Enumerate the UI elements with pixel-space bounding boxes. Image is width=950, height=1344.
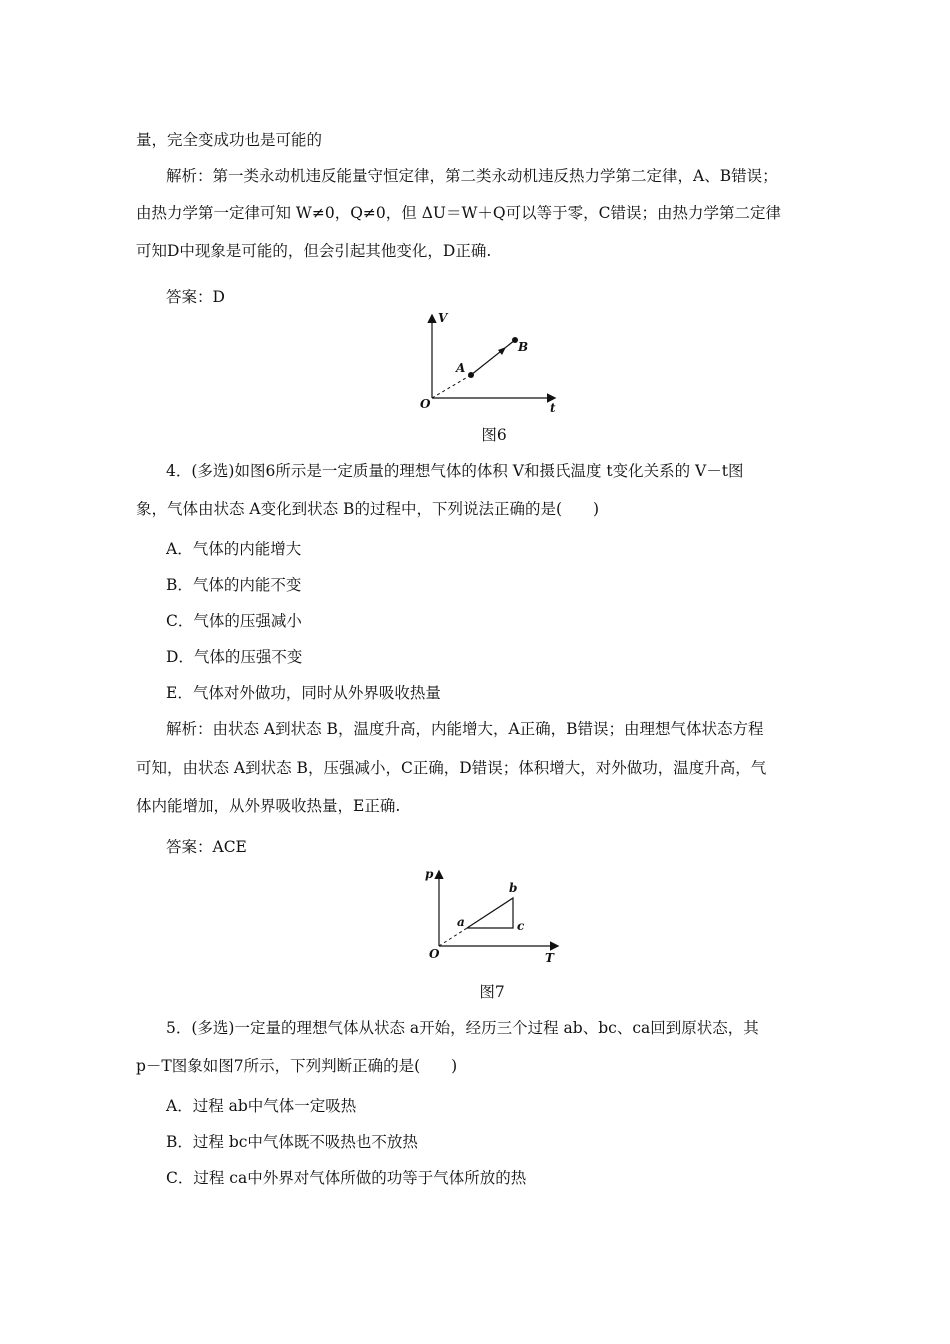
point-a-label: A bbox=[456, 361, 466, 375]
process-a-to-b-line bbox=[471, 340, 515, 375]
question-5-stem: p－T图象如图7所示，下列判断正确的是( ) bbox=[136, 1057, 458, 1075]
extrapolation-dashed-line bbox=[432, 375, 471, 398]
state-b-label: b bbox=[509, 881, 518, 895]
figure-6-diagram bbox=[420, 310, 560, 415]
question-5-option-b: B．过程 bc中气体既不吸热也不放热 bbox=[166, 1133, 418, 1151]
process-arrowhead bbox=[498, 347, 506, 355]
analysis-line: 解析：第一类永动机违反能量守恒定律，第二类永动机违反热力学第二定律，A、B错误； bbox=[166, 167, 778, 185]
question-5-stem: 5．(多选)一定量的理想气体从状态 a开始，经历三个过程 ab、bc、ca回到原状态，其 bbox=[166, 1019, 759, 1037]
p-axis-label: p bbox=[425, 867, 434, 881]
origin-label: O bbox=[429, 947, 440, 961]
question-4-stem: 象，气体由状态 A变化到状态 B的过程中，下列说法正确的是( ) bbox=[136, 500, 600, 518]
v-axis-label: V bbox=[438, 311, 448, 325]
cycle-abc bbox=[467, 898, 513, 928]
question-4-analysis: 体内能增加，从外界吸收热量，E正确. bbox=[136, 797, 401, 815]
extrapolation-dashed-line bbox=[439, 928, 467, 946]
question-4-option-c: C．气体的压强减小 bbox=[166, 612, 302, 630]
question-4-option-d: D．气体的压强不变 bbox=[166, 648, 303, 666]
text-line: 量，完全变成功也是可能的 bbox=[136, 131, 323, 149]
analysis-line: 可知D中现象是可能的，但会引起其他变化，D正确. bbox=[136, 242, 492, 260]
state-c-label: c bbox=[517, 919, 525, 933]
question-4-option-a: A．气体的内能增大 bbox=[166, 540, 302, 558]
question-4-analysis: 解析：由状态 A到状态 B，温度升高，内能增大，A正确，B错误；由理想气体状态方程 bbox=[166, 720, 764, 738]
origin-label: O bbox=[420, 397, 431, 411]
state-a-label: a bbox=[457, 915, 465, 929]
answer-line: 答案：D bbox=[166, 288, 225, 306]
t-axis-label: t bbox=[550, 401, 556, 415]
question-5-option-c: C．过程 ca中外界对气体所做的功等于气体所放的热 bbox=[166, 1169, 527, 1187]
question-4-stem: 4．(多选)如图6所示是一定质量的理想气体的体积 V和摄氏温度 t变化关系的 V－t图 bbox=[166, 462, 744, 480]
question-4-analysis: 可知，由状态 A到状态 B，压强减小，C正确，D错误；体积增大，对外做功，温度升高，气 bbox=[136, 759, 767, 777]
point-b-label: B bbox=[518, 340, 529, 354]
question-5-option-a: A．过程 ab中气体一定吸热 bbox=[166, 1097, 357, 1115]
question-4-answer: 答案：ACE bbox=[166, 838, 247, 856]
analysis-line: 由热力学第一定律可知 W≠0，Q≠0，但 ΔU＝W＋Q可以等于零，C错误；由热力学第二定律 bbox=[136, 204, 781, 222]
figure-7-diagram bbox=[425, 866, 565, 966]
figure-7-caption: 图7 bbox=[479, 983, 505, 1001]
question-4-option-e: E．气体对外做功，同时从外界吸收热量 bbox=[166, 684, 441, 702]
state-a-point bbox=[468, 372, 474, 378]
question-4-option-b: B．气体的内能不变 bbox=[166, 576, 302, 594]
T-axis-label: T bbox=[545, 951, 554, 965]
figure-6-caption: 图6 bbox=[481, 426, 507, 444]
